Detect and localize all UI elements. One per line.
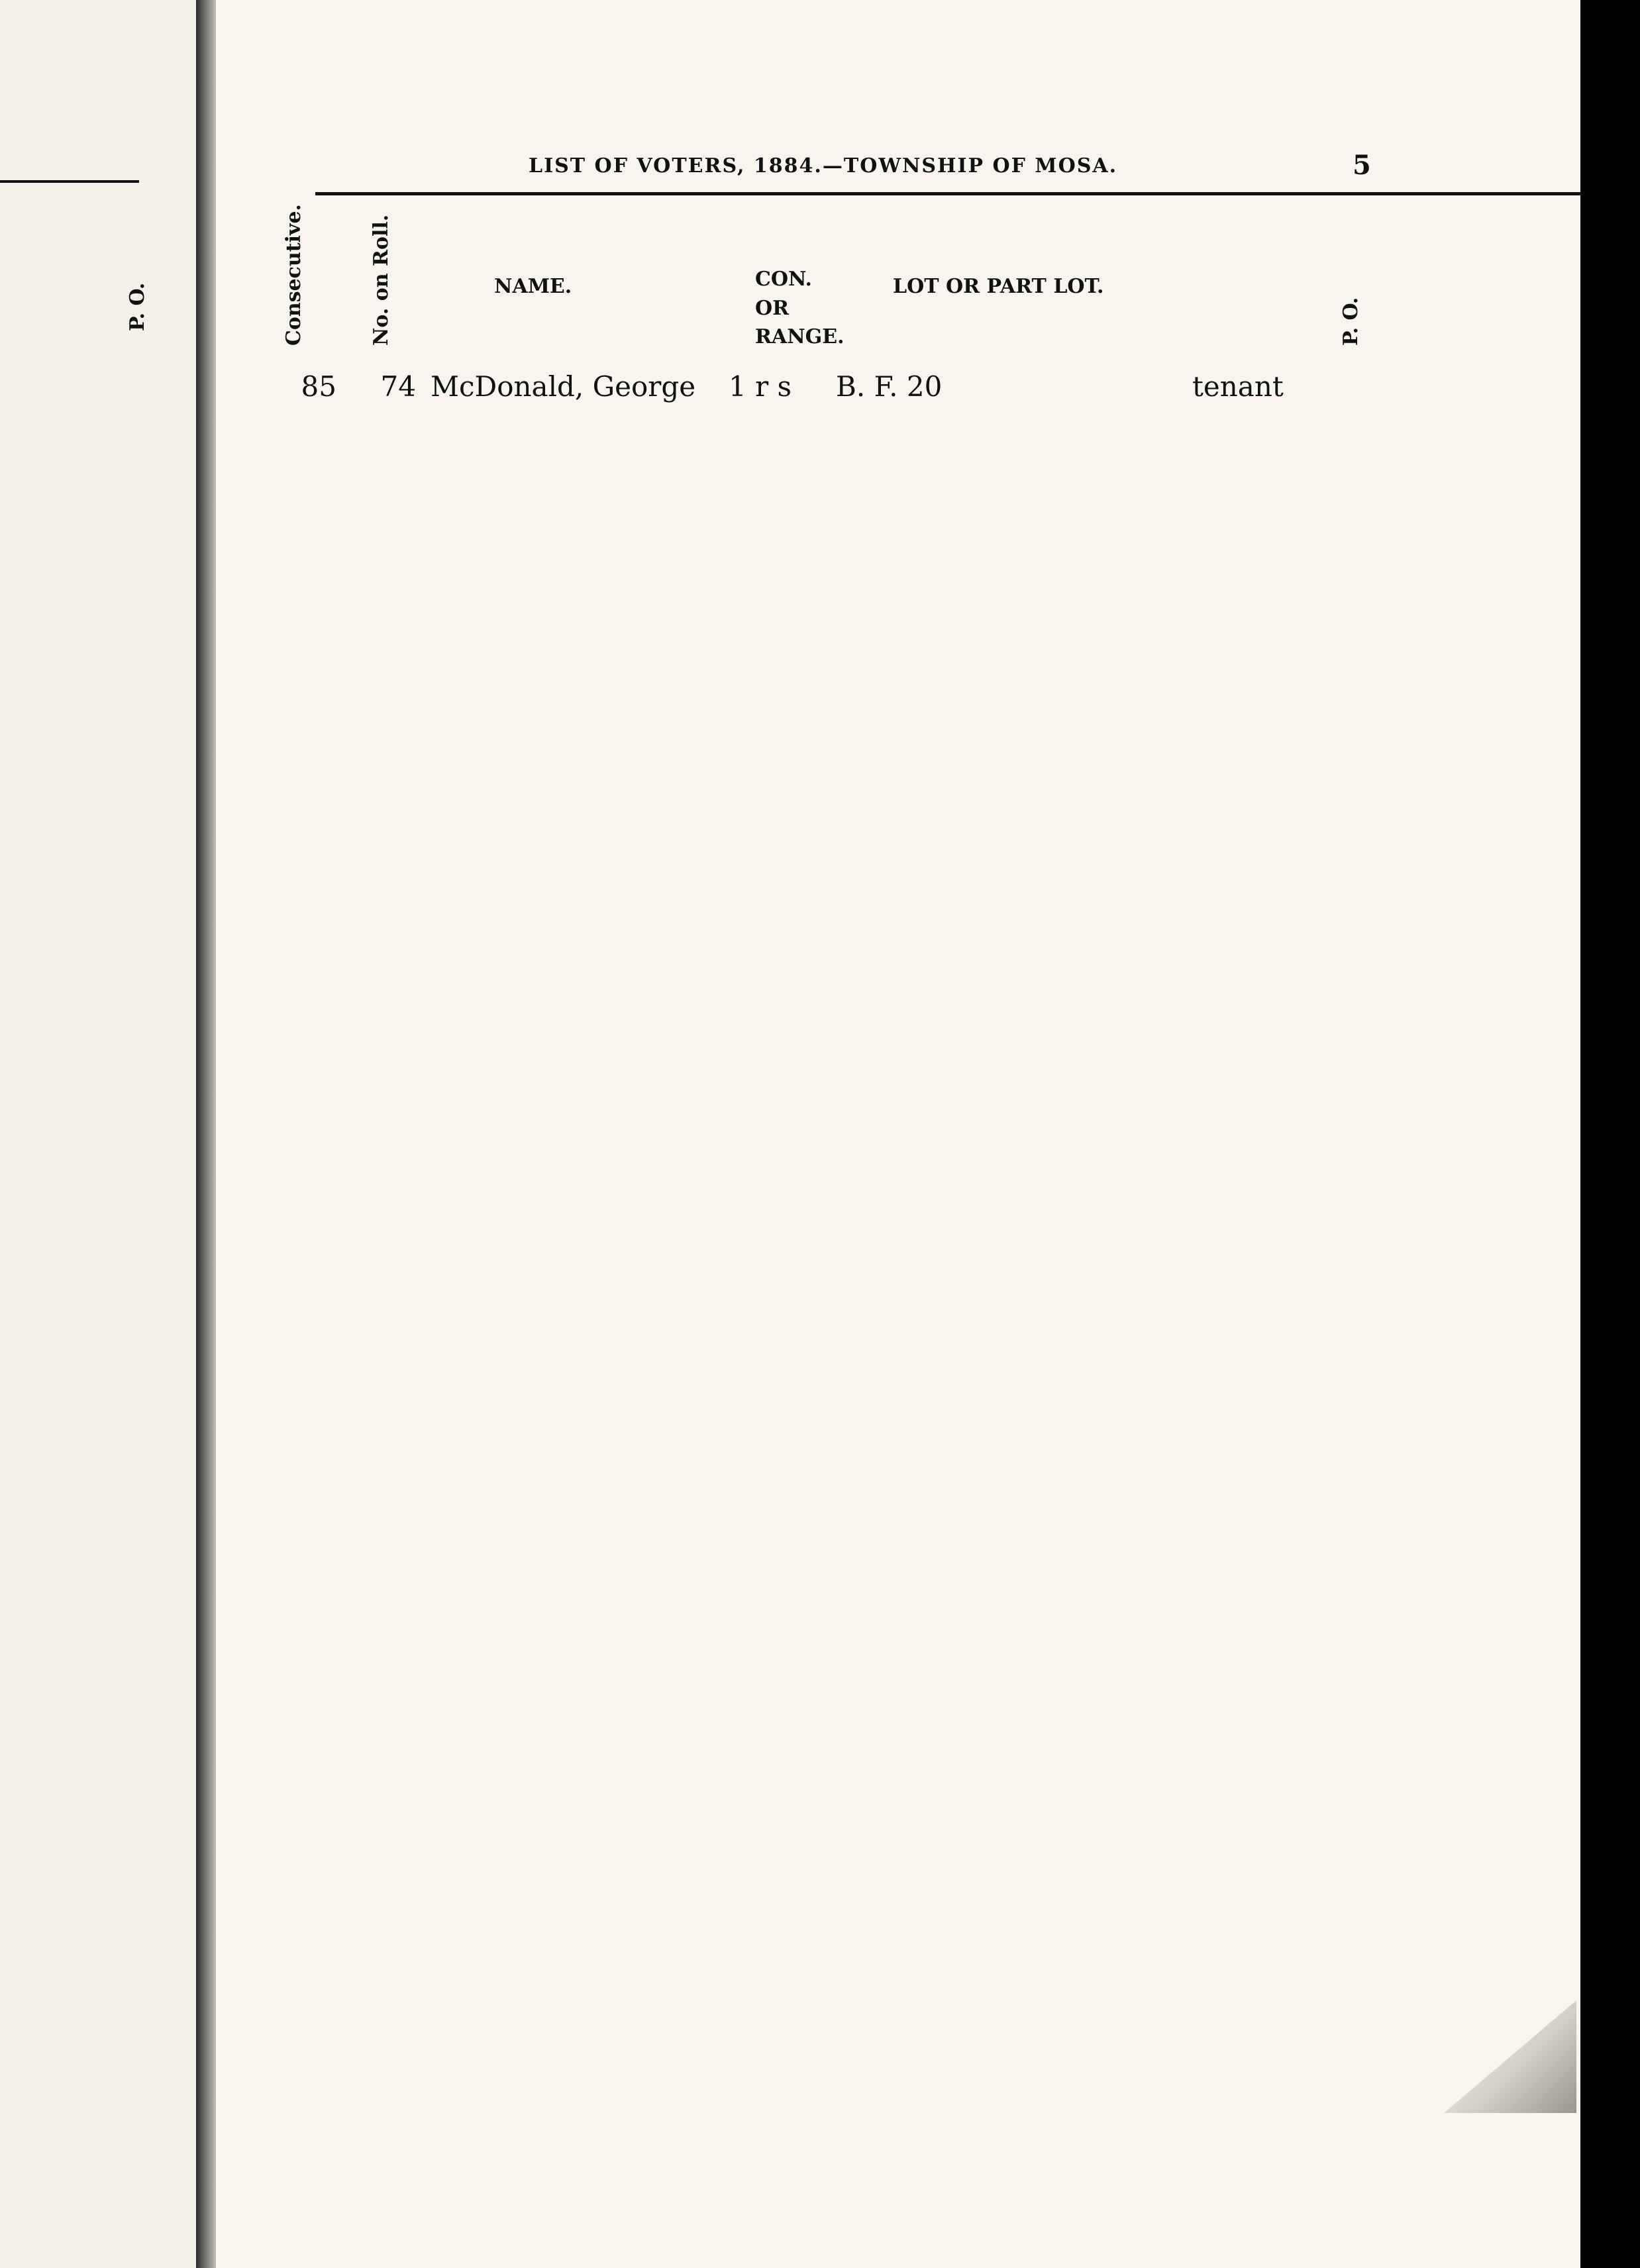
left-page-fragment [0,0,196,2268]
col-header-po: P. O. [1339,297,1362,346]
page-title: LIST OF VOTERS, 1884.—TOWNSHIP OF MOSA. [529,154,1118,178]
consecutive-number: 85 [301,370,336,403]
col-header-lot: LOT OR PART LOT. [893,275,1104,298]
concession-range: 1 r s [729,370,792,403]
col-header-consecutive: Consecutive. [282,204,305,346]
voter-name: McDonald, George [431,370,696,403]
roll-number: 74 [380,370,416,403]
col-header-name: NAME. [494,275,572,298]
lot-description: B. F. 20 [836,370,943,403]
voter-list-page [216,0,1580,2268]
left-page-rule [0,180,139,183]
left-po-header: P. O. [126,282,149,331]
page-number: 5 [1353,150,1371,181]
page-gutter [196,0,216,2268]
col-header-roll: No. on Roll. [370,214,393,346]
header-rule [315,192,1580,195]
col-header-con: CON. OR RANGE. [755,268,845,348]
voter-status: tenant [1192,370,1284,403]
